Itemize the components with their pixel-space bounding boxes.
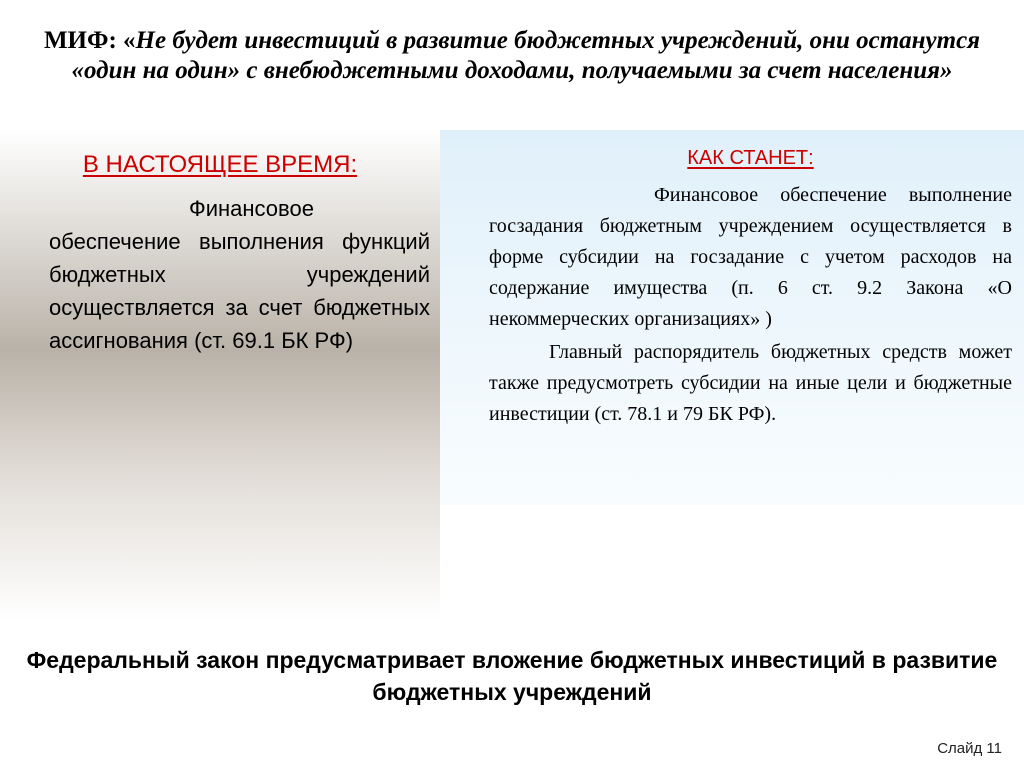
right-heading: [489, 144, 1012, 172]
title-label: МИФ: «: [43, 27, 136, 54]
right-heading-text: КАК СТАНЕТ:: [687, 147, 814, 169]
right-paragraph-1: Финансовое обеспечение выполнение госзадания бюджетным учреждением осуществляется в форме субсидии на госзадание с учетом расходов на содержание имущества (п. 6 ст. 9.2 Закона «О некоммерческих организациях» ): [489, 184, 1012, 330]
left-heading: В НАСТОЯЩЕЕ ВРЕМЯ:: [82, 151, 358, 178]
right-paragraph-2: Главный распорядитель бюджетных средств может также предусмотреть субсидии на иные цели и бюджетные инвестиции (ст. 78.1 и 79 БК РФ).: [489, 341, 1012, 425]
bottom-statement: Федеральный закон предусматривает вложение бюджетных инвестиций в развитие бюджетных учреждений: [26, 647, 998, 705]
left-body-text: Финансовое обеспечение выполнения функций бюджетных учреждений осуществляется за счет бюджетных ассигнования (ст. 69.1 БК РФ): [49, 196, 430, 353]
slide-title: [20, 26, 1004, 86]
title-quote: Не будет инвестиций в развитие бюджетных учреждений, они останутся «один на один» с внебюджетными доходами, получаемыми за счет населения»: [71, 27, 981, 84]
right-body: [489, 180, 1012, 430]
slide-number: Слайд 11: [937, 740, 1002, 757]
